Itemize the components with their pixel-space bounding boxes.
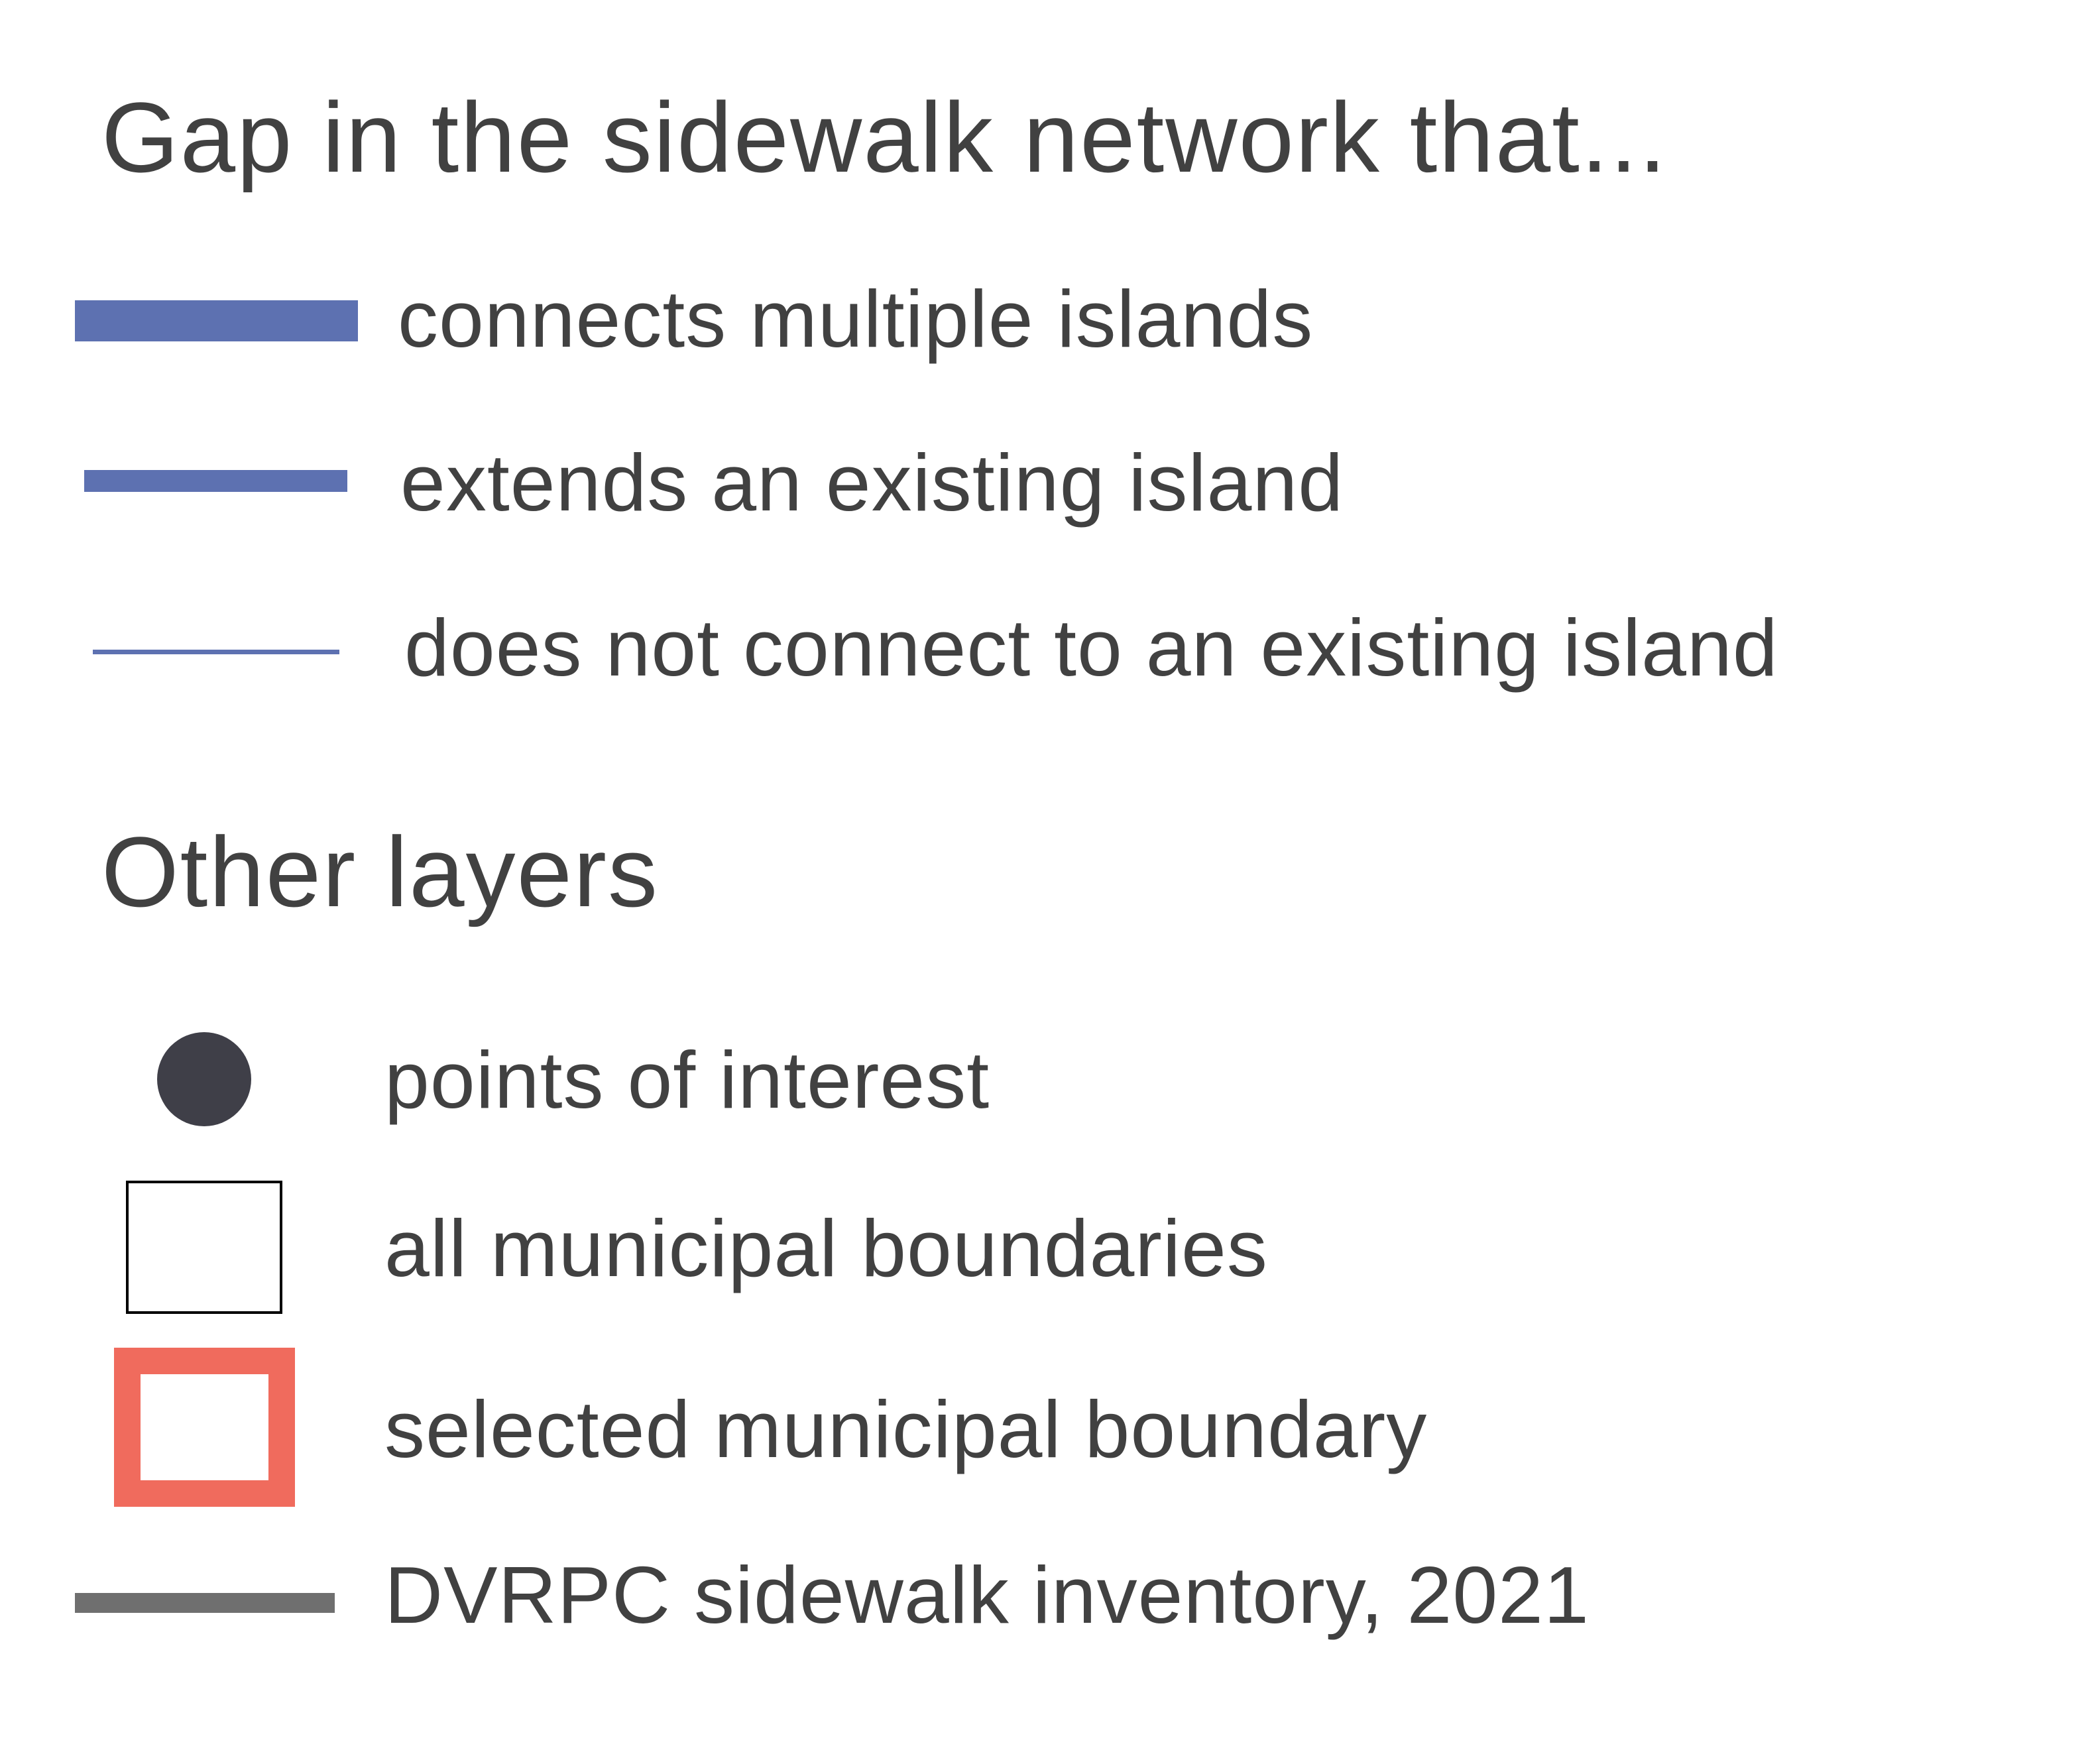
no-connection-line-symbol — [93, 650, 339, 654]
selected-municipal-boundary-box-symbol — [114, 1348, 295, 1507]
legend-label-connects-multiple-islands: connects multiple islands — [398, 274, 1314, 364]
sidewalk-inventory-line-symbol — [75, 1593, 335, 1613]
extends-existing-island-line-symbol — [84, 470, 347, 492]
legend-label-all-municipal-boundaries: all municipal boundaries — [384, 1203, 1268, 1293]
connects-multiple-islands-line-symbol — [75, 300, 358, 341]
gap-section-title: Gap in the sidewalk network that... — [101, 82, 1668, 193]
points-of-interest-dot-symbol — [157, 1032, 251, 1126]
legend-label-selected-municipal-boundary: selected municipal boundary — [384, 1384, 1428, 1474]
all-municipal-boundaries-box-symbol — [126, 1181, 282, 1314]
other-layers-title: Other layers — [101, 816, 659, 927]
legend-label-dvrpc-sidewalk-inventory: DVRPC sidewalk inventory, 2021 — [384, 1550, 1590, 1640]
legend-label-points-of-interest: points of interest — [384, 1035, 990, 1125]
legend-label-extends-existing-island: extends an existing island — [400, 438, 1344, 528]
legend-label-does-not-connect: does not connect to an existing island — [404, 603, 1778, 693]
